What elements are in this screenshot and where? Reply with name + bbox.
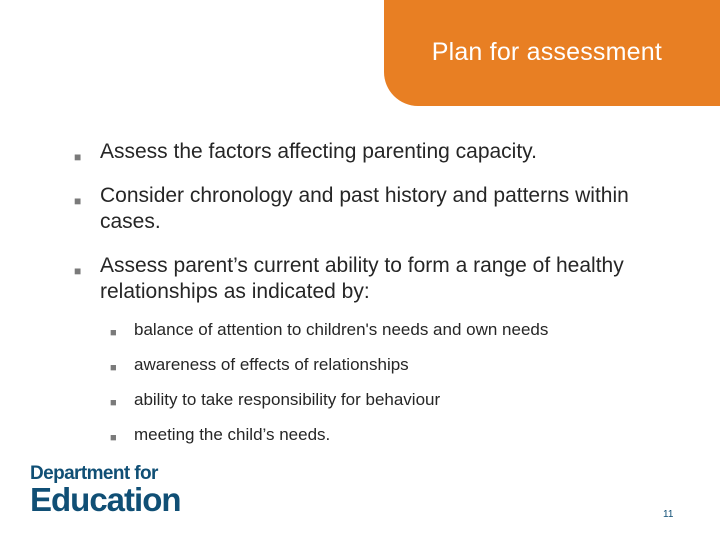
sub-bullet-text: ability to take responsibility for behaviour: [134, 390, 441, 409]
square-bullet-icon: ■: [110, 327, 117, 339]
slide-title: Plan for assessment: [431, 38, 662, 66]
bullet-item: [74, 139, 694, 165]
square-bullet-icon: ■: [74, 264, 82, 278]
sub-bullet-item: [110, 354, 694, 376]
logo-line-1: Department for: [30, 463, 158, 484]
bullet-item: [74, 253, 694, 305]
sub-bullet-item: [110, 424, 694, 446]
title-banner: [384, 0, 720, 106]
sub-bullet-text: balance of attention to children's needs and own needs: [134, 320, 549, 339]
bullet-text: Assess parent’s current ability to form a range of healthy relationships as indicated by:: [100, 254, 624, 303]
sub-bullet-item: [110, 319, 694, 341]
bullet-item: [74, 183, 694, 235]
sub-bullet-item: [110, 389, 694, 411]
sub-bullet-text: awareness of effects of relationships: [134, 355, 409, 374]
square-bullet-icon: ■: [110, 432, 117, 444]
square-bullet-icon: ■: [110, 397, 117, 409]
sub-bullet-text: meeting the child’s needs.: [134, 425, 331, 444]
square-bullet-icon: ■: [74, 194, 82, 208]
bullet-text: Assess the factors affecting parenting capacity.: [100, 140, 537, 163]
bullet-text: Consider chronology and past history and patterns within cases.: [100, 184, 629, 233]
page-number: 11: [663, 509, 674, 520]
bullet-list: [74, 139, 694, 459]
department-for-education-logo: [30, 464, 181, 516]
square-bullet-icon: ■: [110, 362, 117, 374]
square-bullet-icon: ■: [74, 150, 82, 164]
logo-line-2: Education: [30, 481, 181, 518]
